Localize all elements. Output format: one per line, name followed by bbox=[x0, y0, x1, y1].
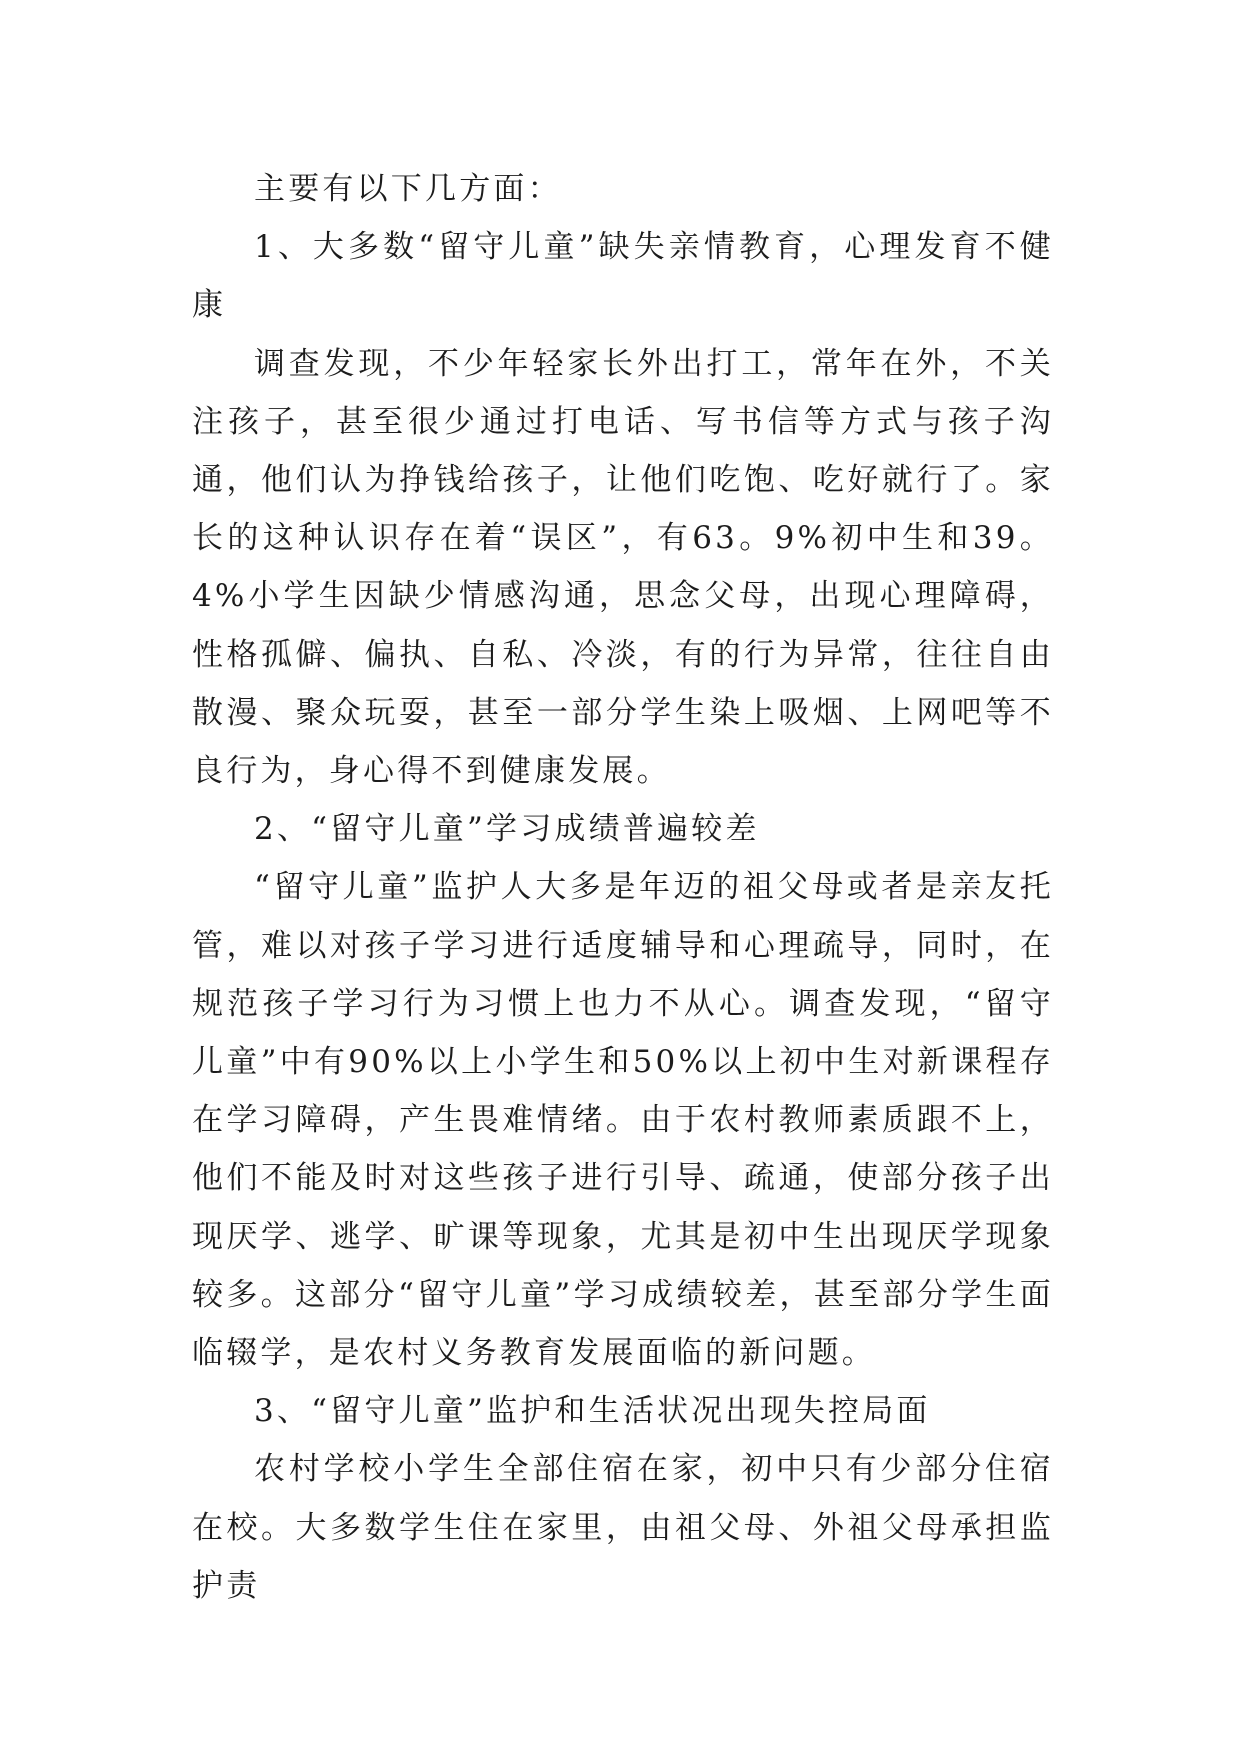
paragraph-1: 调查发现，不少年轻家长外出打工，常年在外，不关注孩子，甚至很少通过打电话、写书信等方式与孩子沟通，他们认为挣钱给孩子，让他们吃饱、吃好就行了。家长的这种认识存在着“误区”，有63。9%初中生和39。4%小学生因缺少情感沟通，思念父母，出现心理障碍，性格孤僻、偏执、自私、冷淡，有的行为异常，往往自由散漫、聚众玩耍，甚至一部分学生染上吸烟、上网吧等不良行为，身心得不到健康发展。 bbox=[192, 345, 1054, 790]
document-body bbox=[192, 160, 1054, 1615]
heading-3: 3、“留守儿童”监护和生活状况出现失控局面 bbox=[254, 1393, 931, 1430]
paragraph-intro: 主要有以下几方面： bbox=[254, 171, 562, 207]
heading-2: 2、“留守儿童”学习成绩普遍较差 bbox=[254, 811, 760, 848]
paragraph-3: 农村学校小学生全部住宿在家，初中只有少部分住宿在校。大多数学生住在家里，由祖父母、外祖父母承担监护责 bbox=[192, 1451, 1054, 1604]
heading-1: 1、大多数“留守儿童”缺失亲情教育，心理发育不健康 bbox=[192, 229, 1054, 324]
paragraph-2: “留守儿童”监护人大多是年迈的祖父母或者是亲友托管，难以对孩子学习进行适度辅导和心理疏导，同时，在规范孩子学习行为习惯上也力不从心。调查发现，“留守儿童”中有90%以上小学生和50%以上初中生对新课程存在学习障碍，产生畏难情绪。由于农村教师素质跟不上，他们不能及时对这些孩子进行引导、疏通，使部分孩子出现厌学、逃学、旷课等现象，尤其是初中生出现厌学现象较多。这部分“留守儿童”学习成绩较差，甚至部分学生面临辍学，是农村义务教育发展面临的新问题。 bbox=[192, 869, 1054, 1372]
